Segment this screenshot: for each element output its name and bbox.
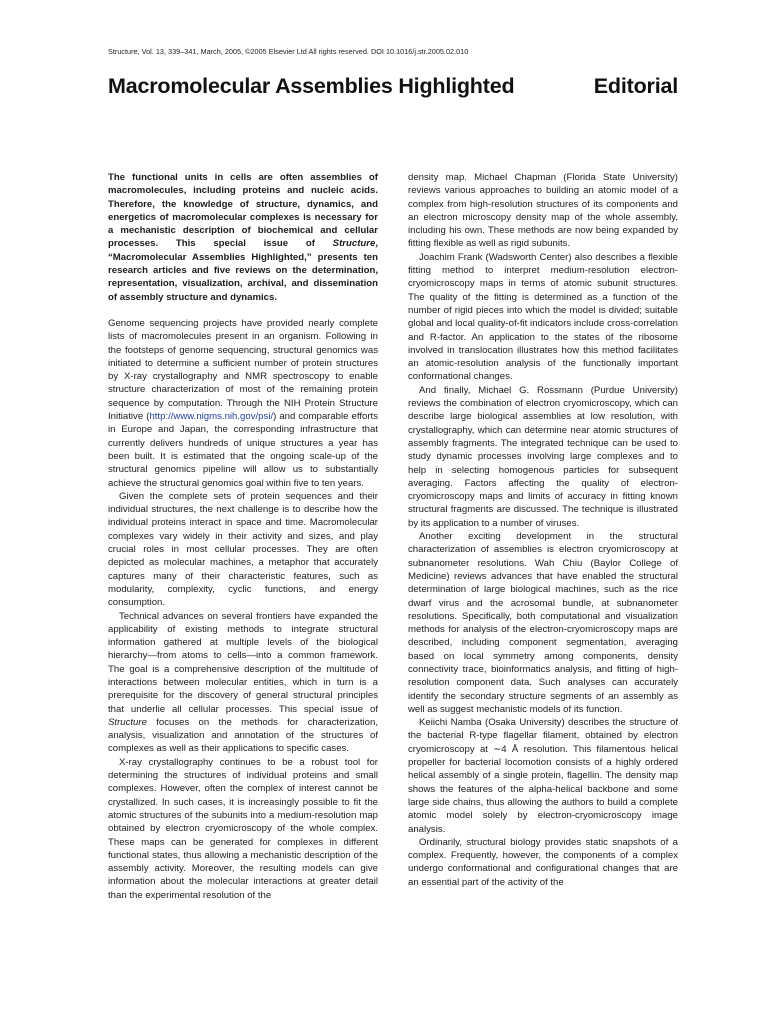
journal-name: Structure (108, 716, 147, 728)
body-paragraph: Ordinarily, structural biology provides static snapshots of a complex. Frequently, however, the components of a complex undergo conformational and configurational changes that are an essential part of the activity of the (408, 836, 678, 888)
body-paragraph: Another exciting development in the structural characterization of assemblies is electron cryomicroscopy at subnanometer resolutions. Wah Chiu (Baylor College of Medicine) reviews advances that have enabled the structural determination of large biological machines, such as the rice dwarf virus and the acrosomal bundle, at subnanometer resolutions. Specifically, both computational and visualization methods for analysis of the electron-cryomicroscopy maps are described, including component segmentation, averaging based on local symmetry among components, density connectivity trace, bioinformatics analysis, and fitting of high-resolution component data. Such analyses can accurately identify the secondary structure segments of an assembly as well as suggest mechanistic models of its function. (408, 531, 678, 715)
title-row (108, 74, 678, 99)
abstract: The functional units in cells are often assemblies of macromolecules, including proteins and nucleic acids. Therefore, the knowledge of structure, dynamics, and energetics of macromolecular complexes is necessary for a mechanistic description of biochemical and cellular processes. This special issue of Structure, “Macromolecular Assemblies Highlighted,” presents ten research articles and five reviews on the determination, representation, visualization, archival, and dissemination of assembly structure and dynamics. (108, 172, 378, 303)
left-column (108, 171, 378, 902)
citation-line: Structure, Vol. 13, 339–341, March, 2005, ©2005 Elsevier Ltd All rights reserved. DOI 10.1016/j.str.2005.02.010 (108, 47, 469, 56)
right-column (408, 171, 678, 889)
psi-link[interactable]: http://www.nigms.nih.gov/psi/ (149, 411, 274, 423)
journal-name: Structure (332, 238, 376, 250)
body-paragraph: density map. Michael Chapman (Florida State University) reviews various approaches to building an atomic model of a complex from high-resolution structures of its components and an electron microscopy density map of the whole assembly, including his own. These methods are now being expanded by fitting flexible as well as rigid subunits. (408, 172, 678, 250)
body-paragraph: Keiichi Namba (Osaka University) describes the structure of the bacterial R-type flagellar filament, obtained by electron cryomicroscopy at ∼4 Å resolution. This filamentous helical propeller for bacterial locomotion consists of a highly ordered helical assembly of a single protein, flagellin. The density map shows the features of the alpha-helical backbone and some large side chains, thus allowing the authors to build a complete atomic model solely by electron-cryomicroscopy image analysis. (408, 717, 678, 835)
body-paragraph: Technical advances on several frontiers have expanded the applicability of existing methods to integrate structural information gathered at multiple levels of the biological hierarchy—from atoms to cells—into a common framework. The goal is a comprehensive description of the multitude of interactions between molecular entities, which in turn is a prerequisite for the discovery of general structural principles that underlie all cellular processes. This special issue of Structure focuses on the methods for characterization, analysis, visualization and annotation of the structures of complexes as well as their applications to specific cases. (108, 610, 378, 755)
body-paragraph: Given the complete sets of protein sequences and their individual structures, the next challenge is to describe how the individual proteins interact in space and time. Macromolecular complexes vary widely in their activity and sizes, and play crucial roles in most cellular processes. They are often depicted as molecular machines, a metaphor that accurately captures many of their characteristic features, such as modularity, complexity, cyclic functions, and energy consumption. (108, 490, 378, 609)
section-label: Editorial (593, 74, 678, 98)
body-paragraph: Joachim Frank (Wadsworth Center) also describes a flexible fitting method to interpret medium-resolution electron-cryomicroscopy maps in terms of atomic subunit structures. The quality of the fitting is determined as a function of the number of rigid pieces into which the model is divided; suitable global and local quality-of-fit indicators include cross-correlation and R-factor. An application to the states of the ribosome involved in translocation illustrates how this method facilitates an atomic-resolution analysis of the functionally important conformational changes. (408, 251, 678, 383)
body-paragraph: Genome sequencing projects have provided nearly complete lists of macromolecules present in an organism. Following in the footsteps of genome sequencing, structural genomics was initiated to determine a sufficient number of protein structures by X-ray crystallography and NMR spectroscopy to enable structure characterization of most of the remaining protein sequence by computation. Through the NIH Protein Structure Initiative (http://www.nigms.nih.gov/psi/) and comparable efforts in Europe and Japan, the corresponding infrastructure that currently delivers hundreds of unique structures a year has been built. It is estimated that the ongoing scale-up of the structural genomics pipeline will allow us to substantially achieve the structural genomics goal within five to ten years. (108, 317, 378, 489)
body-paragraph: And finally, Michael G. Rossmann (Purdue University) reviews the combination of electron cryomicroscopy, which can describe large biological assemblies at low resolution, with crystallography, which can determine near atomic structures of assembly fragments. The integrated technique can be used to study dynamic processes involving large complexes and to help in selecting homogenous particles for subsequent averaging. Factors affecting the quality of electron-cryomicroscopy maps and limits of accuracy in fitting known structural fragments are discussed. The technique is illustrated by its application to a number of viruses. (408, 384, 678, 529)
article-title: Macromolecular Assemblies Highlighted (108, 74, 515, 98)
body-paragraph: X-ray crystallography continues to be a robust tool for determining the structures of individual proteins and small complexes. However, often the complex of interest cannot be crystallized. In such cases, it is increasingly possible to fit the atomic structures of the subunits into a medium-resolution map obtained by electron cryomicroscopy of the whole complex. These maps can be generated for complexes in different functional states, thus allowing a mechanistic description of the assembly activity. Moreover, the resulting models can give information about the molecular interactions at greater detail than the experimental resolution of the (108, 756, 378, 901)
